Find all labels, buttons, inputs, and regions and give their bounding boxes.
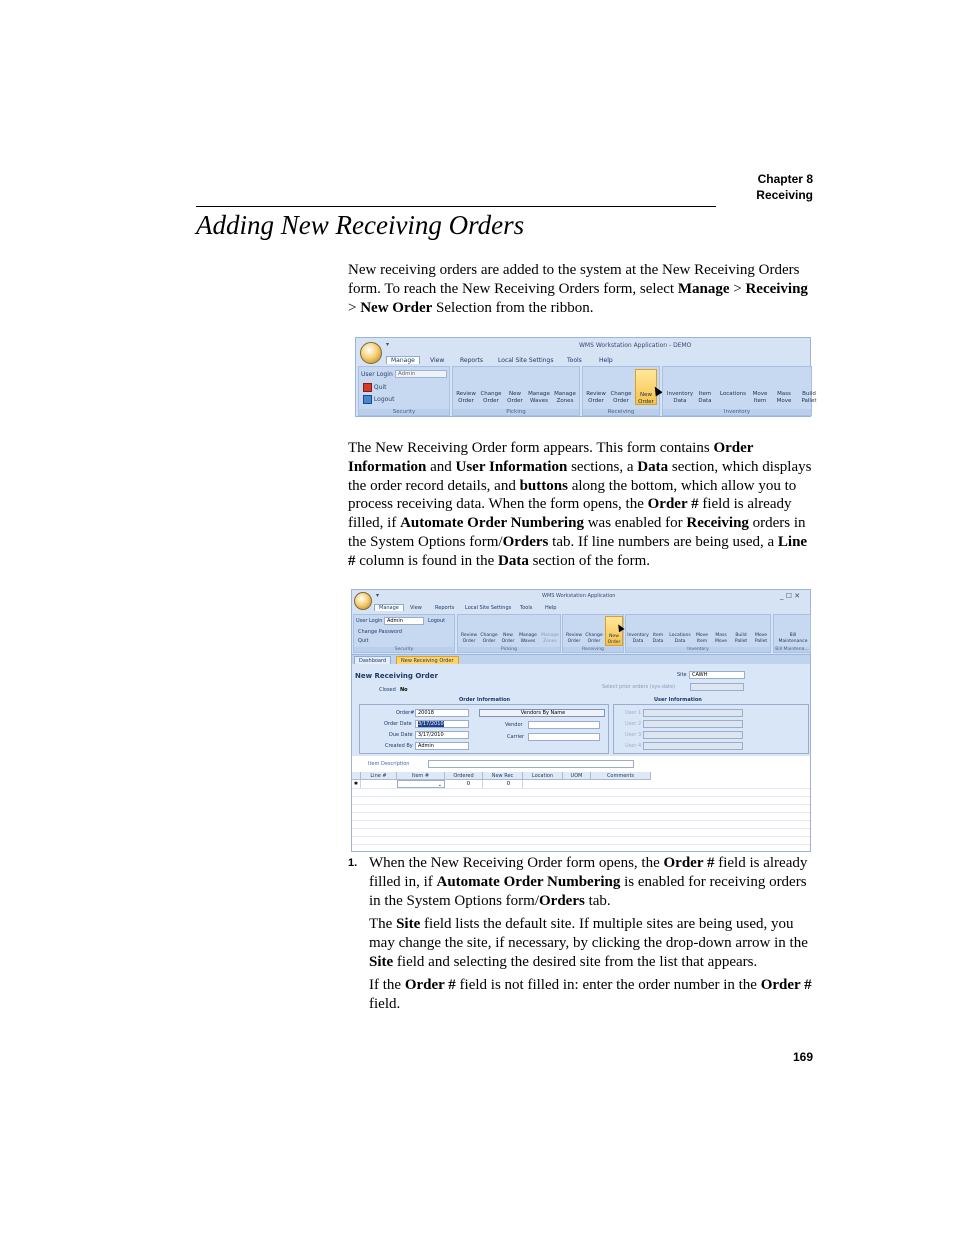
running-header xyxy=(756,171,813,203)
user-information-title: User Information xyxy=(654,697,702,703)
new-order-button[interactable]: New Order xyxy=(605,616,623,646)
item-number-cell[interactable]: ⌄ xyxy=(397,780,445,788)
prior-orders-select[interactable] xyxy=(690,683,744,691)
build-pallet-button[interactable]: Build Pallet xyxy=(801,391,817,404)
picking-new-order-button[interactable]: New Order xyxy=(507,391,523,404)
tab-reports[interactable]: Reports xyxy=(460,357,484,364)
due-date-field[interactable]: 3/17/2010 xyxy=(415,731,469,739)
order-date-field[interactable]: 3/17/2010 xyxy=(415,720,469,728)
picking-review-order-button[interactable]: Review Order xyxy=(456,391,476,404)
tab-local-site-settings[interactable]: Local Site Settings xyxy=(498,357,554,364)
inventory-data-button[interactable]: Inventory Data xyxy=(666,391,694,404)
locations-button[interactable]: Locations xyxy=(719,391,747,397)
carrier-select[interactable] xyxy=(528,733,600,741)
col-new-rec[interactable]: New Rec xyxy=(483,772,523,780)
manage-waves-button[interactable]: Manage Waves xyxy=(528,391,550,404)
logout-icon xyxy=(363,395,372,404)
change-password-button[interactable]: Change Password xyxy=(358,629,403,635)
tab-manage[interactable]: Manage xyxy=(374,604,404,611)
tab-new-receiving-order[interactable]: New Receiving Order xyxy=(396,656,459,666)
manage-zones-button[interactable]: Manage Zones xyxy=(554,391,576,404)
user-login-select[interactable]: Admin xyxy=(395,370,447,378)
ribbon: ▾ WMS Workstation Application _ ☐ ✕ Manage View Reports Local Site Settings Tools Help User Login Admin Logout Change Password Quit Security Review Order Change Order New Order Manage Waves Manage Zones Picking Review Order Change Order New Order Receiving Inventory Data Item Data Locations Data Move Item Mass Move Build Pallet Move Pallet Inventory Bill Maintenance Bill Maintena... xyxy=(352,590,810,654)
group-receiving: Review Order Change Order New Order Receiving xyxy=(562,614,624,653)
logout-button[interactable]: Logout xyxy=(363,395,394,404)
closed-value: No xyxy=(400,687,408,693)
logout-button[interactable]: Logout xyxy=(428,618,446,624)
office-orb-icon[interactable] xyxy=(354,592,372,610)
item-data-button[interactable]: Item Data xyxy=(698,391,712,404)
group-picking: Review Order Change Order New Order Manage Waves Manage Zones Picking xyxy=(452,366,580,416)
quit-button[interactable]: Quit xyxy=(358,638,369,644)
quit-icon xyxy=(363,383,372,392)
receiving-new-order-button[interactable]: New Order xyxy=(635,369,657,405)
col-location[interactable]: Location xyxy=(523,772,563,780)
col-uom[interactable]: UOM xyxy=(563,772,591,780)
intro-paragraph: New receiving orders are added to the system at the New Receiving Orders form. To reach the New Receiving Orders form, select Manage > Receiving > New Order Selection from the ribbon. xyxy=(348,262,808,316)
step-number: 1. xyxy=(348,857,358,869)
group-picking: Review Order Change Order New Order Manage Waves Manage Zones Picking xyxy=(457,614,561,653)
tab-tools[interactable]: Tools xyxy=(567,357,582,364)
tab-manage[interactable]: Manage xyxy=(386,356,420,364)
tab-help[interactable]: Help xyxy=(545,605,557,611)
group-inventory: Inventory Data Item Data Locations Data Move Item Mass Move Build Pallet Move Pallet Inventory xyxy=(625,614,771,653)
chapter-label: Chapter 8 xyxy=(757,172,813,186)
ribbon-screenshot: ▾ WMS Workstation Application - DEMO Manage View Reports Local Site Settings Tools Help User Login Admin Quit Logout Security Review Order Change Order New Order Manage Waves Manage Zones Picking Review Order Change Order New Order Receiving Inventory Data Item Data Locations Move Item Mass Move Build Pallet Inventory xyxy=(355,337,811,417)
form-description-paragraph: The New Receiving Order form appears. This form contains Order Information and User Information sections, a Data section, which displays the order record details, and buttons along the bottom, which allow you to process receiving data. When the form opens, the Order # field is already filled, if Automate Order Numbering was enabled for Receiving orders in the System Options form/Orders tab. If line numbers are being used, a Line # column is found in the Data section of the form. xyxy=(348,440,812,569)
vendor-select[interactable] xyxy=(528,721,600,729)
ordered-cell[interactable]: 0 xyxy=(445,780,483,788)
tab-tools[interactable]: Tools xyxy=(520,605,533,611)
user-login-select[interactable]: Admin xyxy=(384,617,424,625)
form-header-area: New Receiving Order Closed No Site CAWH Select prior orders (sys-date) Order Information User Information Order# 20018 Order Date 3/17/2010 Due Date 3/17/2010 Created By Admin Vendors By Name Vendor Carrier User 1 User 2 User 3 User 4 xyxy=(352,664,810,756)
new-receiving-order-screenshot: ▾ WMS Workstation Application _ ☐ ✕ Manage View Reports Local Site Settings Tools Help User Login Admin Logout Change Password Quit Security Review Order Change Order New Order Manage Waves Manage Zones Picking Review Order Change Order New Order Receiving Inventory Data Item Data Locations Data Move Item Mass Move Build Pallet Move Pallet Inventory Bill Maintenance Bill Maintena... Dashboard New Receiving Order New Receiving Order Closed No Site CAWH Select prior orders (sys-date) Order Information User Information Order# 20018 Order Date 3/17/2010 Due Date 3/17/2010 Created By Admin Vendors By Name Vendor Carrier User 1 User 2 User 3 User 4 Item Description Line # Item # Ordered New Rec Location UOM Comments ✱ ⌄ 0 0 xyxy=(351,589,811,852)
group-security: User Login Admin Quit Logout Security xyxy=(358,366,450,416)
user-2-field[interactable] xyxy=(643,720,743,728)
order-information-title: Order Information xyxy=(459,697,511,703)
tab-view[interactable]: View xyxy=(410,605,422,611)
page-title: Adding New Receiving Orders xyxy=(196,206,716,241)
form-title: New Receiving Order xyxy=(355,672,438,680)
group-receiving: Review Order Change Order New Order Receiving xyxy=(582,366,660,416)
new-row-marker: ✱ xyxy=(352,780,361,788)
tab-help[interactable]: Help xyxy=(599,357,613,364)
data-grid xyxy=(352,772,810,852)
receiving-review-order-button[interactable]: Review Order xyxy=(586,391,606,404)
user-3-field[interactable] xyxy=(643,731,743,739)
mass-move-button[interactable]: Mass Move xyxy=(776,391,792,404)
vendors-by-name-button[interactable]: Vendors By Name xyxy=(479,709,605,717)
user-1-field[interactable] xyxy=(643,709,743,717)
office-orb-icon[interactable] xyxy=(360,342,382,364)
step-1-text: When the New Receiving Order form opens, the Order # field is already filled in, if Automate Order Numbering is enabled for receiving orders in the System Options form/Orders tab. xyxy=(369,855,808,909)
page-number: 169 xyxy=(792,1050,813,1064)
tab-local-site-settings[interactable]: Local Site Settings xyxy=(465,605,512,611)
group-security: User Login Admin Logout Change Password Quit Security xyxy=(353,614,455,653)
col-item-number[interactable]: Item # xyxy=(397,772,445,780)
user-4-field[interactable] xyxy=(643,742,743,750)
app-title: WMS Workstation Application xyxy=(542,593,616,599)
col-ordered[interactable]: Ordered xyxy=(445,772,483,780)
tab-reports[interactable]: Reports xyxy=(435,605,455,611)
group-inventory: Inventory Data Item Data Locations Move Item Mass Move Build Pallet Inventory xyxy=(662,366,812,416)
item-description-field[interactable] xyxy=(428,760,634,768)
site-field-paragraph: The Site field lists the default site. If multiple sites are being used, you may change the site, if necessary, by clicking the drop-down arrow in the Site field and selecting the desired site from the list that appears. xyxy=(369,916,808,970)
section-label: Receiving xyxy=(756,188,813,202)
tab-dashboard[interactable]: Dashboard xyxy=(354,656,391,666)
window-controls[interactable]: _ ☐ ✕ xyxy=(780,592,801,600)
col-comments[interactable]: Comments xyxy=(591,772,651,780)
col-line-number[interactable]: Line # xyxy=(361,772,397,780)
quit-button[interactable]: Quit xyxy=(363,383,386,392)
receiving-change-order-button[interactable]: Change Order xyxy=(610,391,632,404)
app-title: WMS Workstation Application - DEMO xyxy=(579,342,692,349)
order-number-paragraph: If the Order # field is not filled in: enter the order number in the Order # field. xyxy=(369,977,812,1012)
site-select[interactable]: CAWH xyxy=(689,671,745,679)
tab-view[interactable]: View xyxy=(430,357,445,364)
picking-change-order-button[interactable]: Change Order xyxy=(480,391,502,404)
group-bill-maintenance: Bill Maintenance Bill Maintena... xyxy=(773,614,811,653)
order-number-field[interactable]: 20018 xyxy=(415,709,469,717)
new-rec-cell[interactable]: 0 xyxy=(483,780,523,788)
created-by-select[interactable]: Admin xyxy=(415,742,469,750)
move-item-button[interactable]: Move Item xyxy=(752,391,768,404)
